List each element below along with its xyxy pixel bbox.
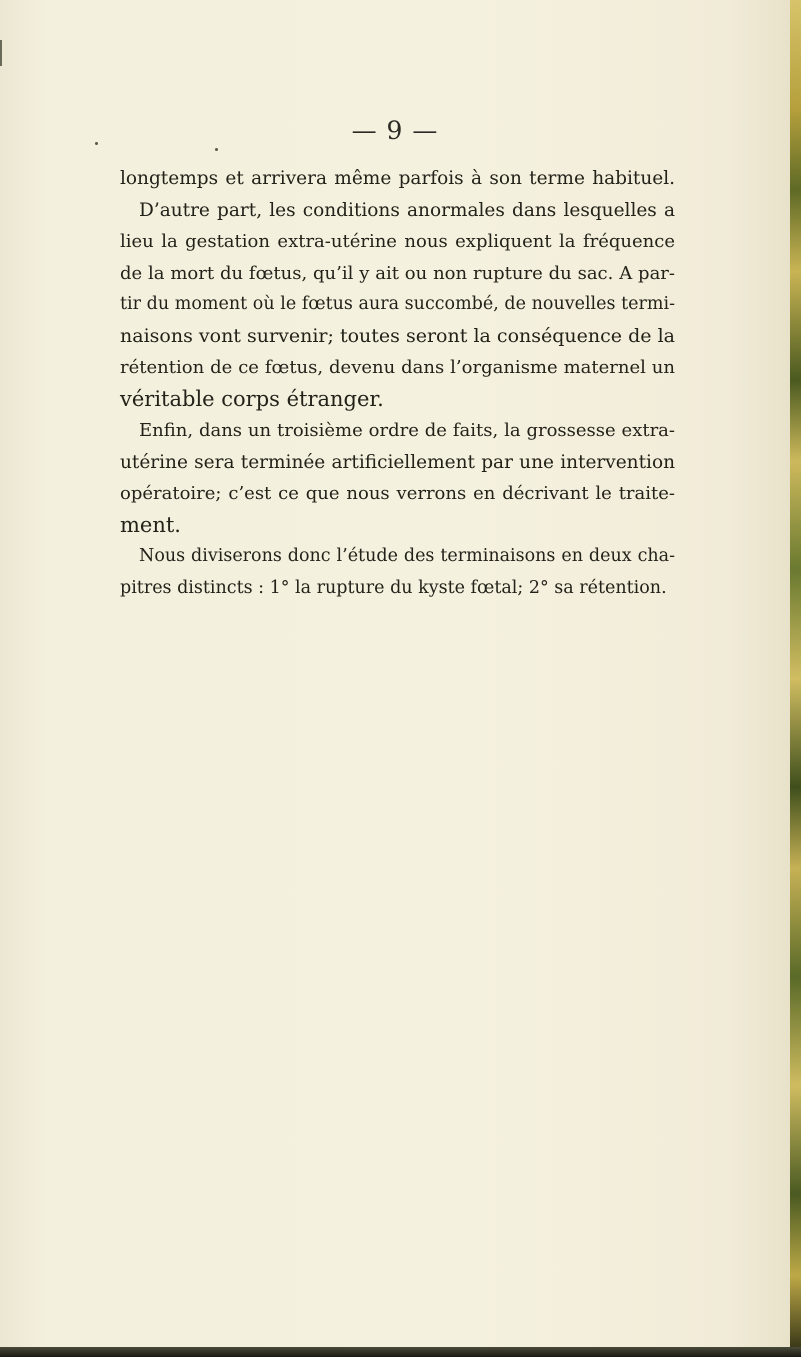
text-line: Nous diviserons donc l’étude des terminaisons en deux cha- (139, 546, 675, 566)
text-line: D’autre part, les conditions anormales dans lesquelles a (139, 199, 675, 221)
book-edge-bottom (0, 1347, 801, 1357)
text-line: véritable corps étranger. (120, 386, 384, 411)
text-line: naisons vont survenir; toutes seront la conséquence de la (120, 324, 675, 347)
page-number: — 9 — (351, 116, 439, 145)
book-edge-right (790, 0, 801, 1357)
text-line: pitres distincts : 1° la rupture du kyste fœtal; 2° sa rétention. (120, 577, 667, 598)
text-line: de la mort du fœtus, qu’il y ait ou non rupture du sac. A par- (120, 262, 675, 284)
text-line: ment. (120, 512, 181, 537)
text-line: rétention de ce fœtus, devenu dans l’organisme maternel un (120, 357, 675, 378)
text-line: utérine sera terminée artificiellement par une intervention (120, 451, 675, 473)
margin-mark (0, 40, 2, 66)
text-line: tir du moment où le fœtus aura succombé, de nouvelles termi- (120, 294, 675, 314)
text-line: Enfin, dans un troisième ordre de faits, la grossesse extra- (139, 420, 675, 441)
text-line: opératoire; c’est ce que nous verrons en décrivant le traite- (120, 483, 675, 504)
text-line: lieu la gestation extra-utérine nous expliquent la fréquence (120, 231, 675, 252)
speck (215, 148, 218, 151)
text-line: longtemps et arrivera même parfois à son terme habituel. (120, 168, 675, 189)
body-text (120, 163, 675, 604)
